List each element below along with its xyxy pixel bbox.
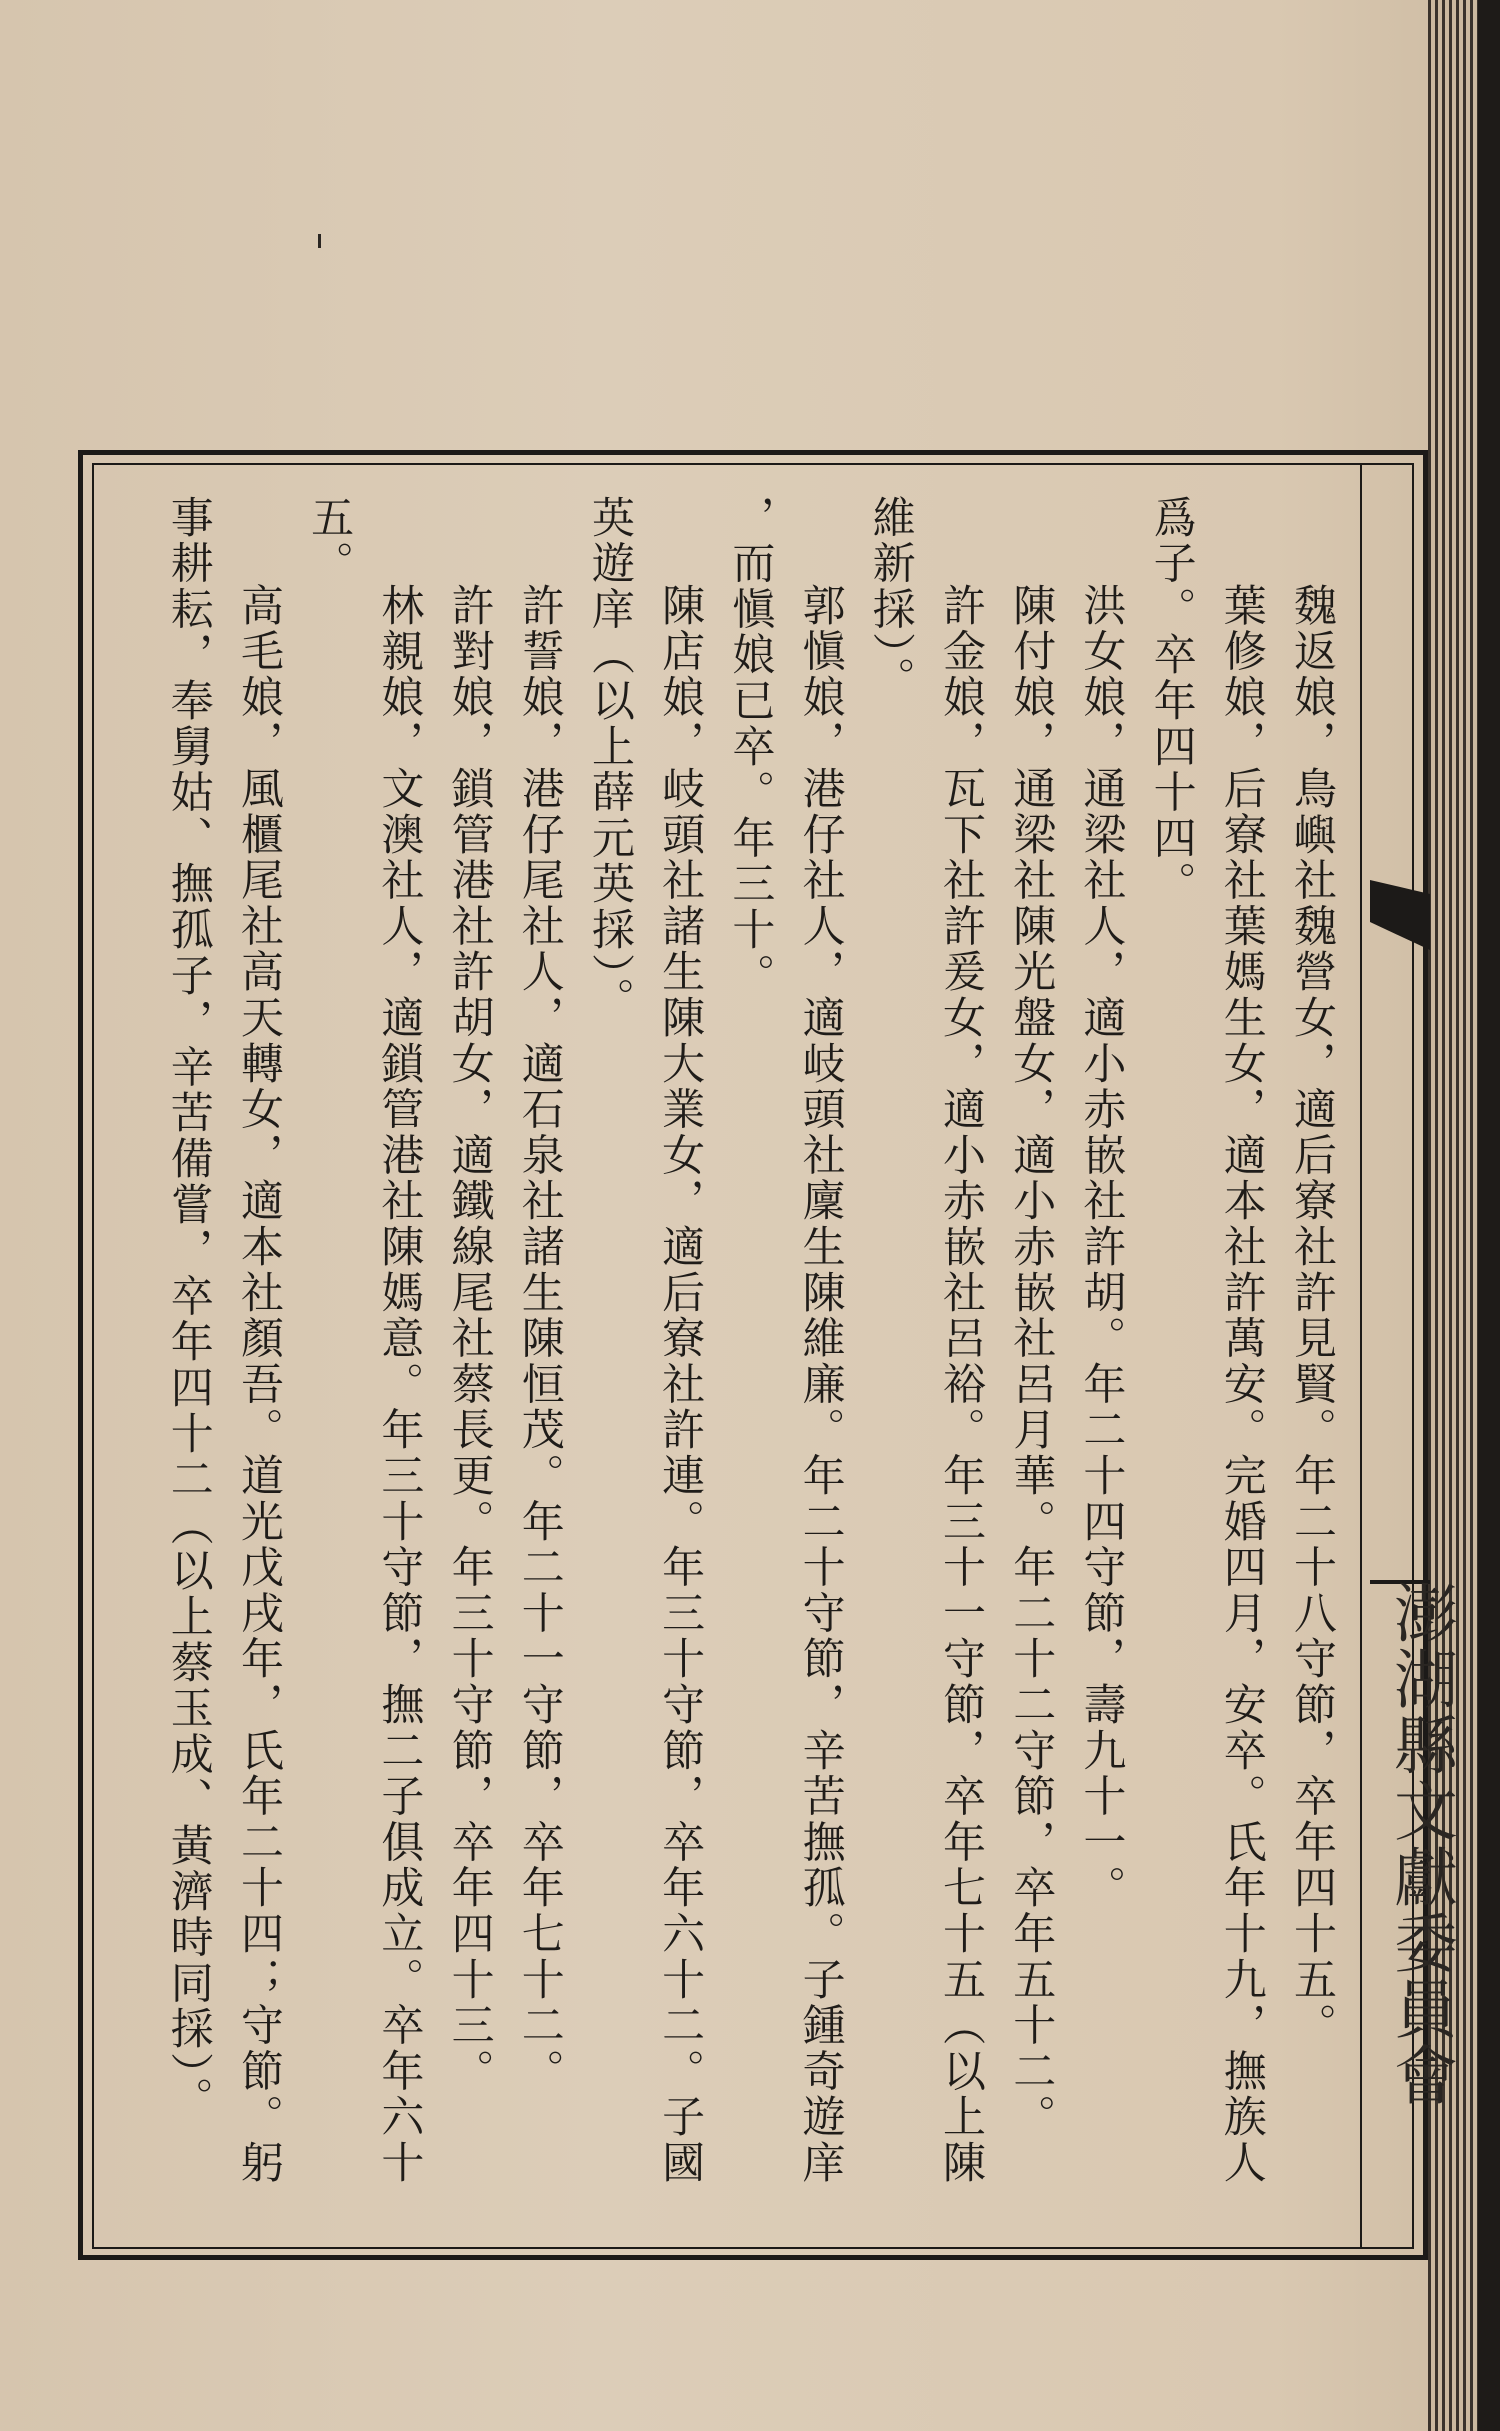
text-column: 許對娘，鎖管港社許胡女，適鐵線尾社蔡長更。年三十守節，卒年四十三。	[444, 583, 495, 2095]
text-column: 維新採）。	[865, 495, 916, 703]
text-column: 英遊庠（以上薛元英採）。	[584, 495, 635, 1024]
text-column: 葉修娘，后寮社葉媽生女，適本社許萬安。完婚四月，安卒。氏年十九，撫族人	[1216, 583, 1267, 2186]
text-column: 陳付娘，通梁社陳光盤女，適小赤嵌社呂月華。年二十二守節，卒年五十二。	[1006, 583, 1057, 2141]
text-column: 許金娘，瓦下社許爰女，適小赤嵌社呂裕。年三十一守節，卒年七十五（以上陳	[935, 583, 986, 2186]
text-column: 洪女娘，通梁社人，適小赤嵌社許胡。年二十四守節，壽九十一。	[1076, 583, 1127, 1912]
text-column: 林親娘，文澳社人，適鎖管港社陳媽意。年三十守節，撫二子俱成立。卒年六十	[374, 583, 425, 2186]
text-column: 郭愼娘，港仔社人，適岐頭社廩生陳維廉。年二十守節，辛苦撫孤。子鍾奇遊庠	[795, 583, 846, 2186]
text-column: ，而愼娘已卒。年三十。	[725, 495, 776, 999]
ink-speck	[318, 234, 321, 248]
text-column: 事耕耘，奉舅姑、撫孤子，辛苦備嘗，卒年四十二（以上蔡玉成、黃濟時同採）。	[163, 495, 214, 2123]
text-column: 爲子。卒年四十四。	[1146, 495, 1197, 908]
vertical-text-body	[112, 495, 1347, 2215]
text-column: 陳店娘，岐頭社諸生陳大業女，適后寮社許連。年三十守節，卒年六十二。子國	[655, 583, 706, 2186]
text-column: 許誓娘，港仔尾社人，適石泉社諸生陳恒茂。年二十一守節，卒年七十二。	[514, 583, 565, 2095]
text-column: 高毛娘，風櫃尾社高天轉女，適本社顏吾。道光戊戌年，氏年二十四；守節。躬	[233, 583, 284, 2186]
margin-rule	[1360, 463, 1362, 2249]
text-column: 魏返娘，鳥嶼社魏營女，適后寮社許見賢。年二十八守節，卒年四十五。	[1287, 583, 1337, 2049]
book-spine-shadow	[1478, 0, 1500, 2431]
text-column: 五。	[304, 495, 355, 587]
margin-title: 澎湖縣文獻委員會	[1383, 1580, 1457, 2108]
